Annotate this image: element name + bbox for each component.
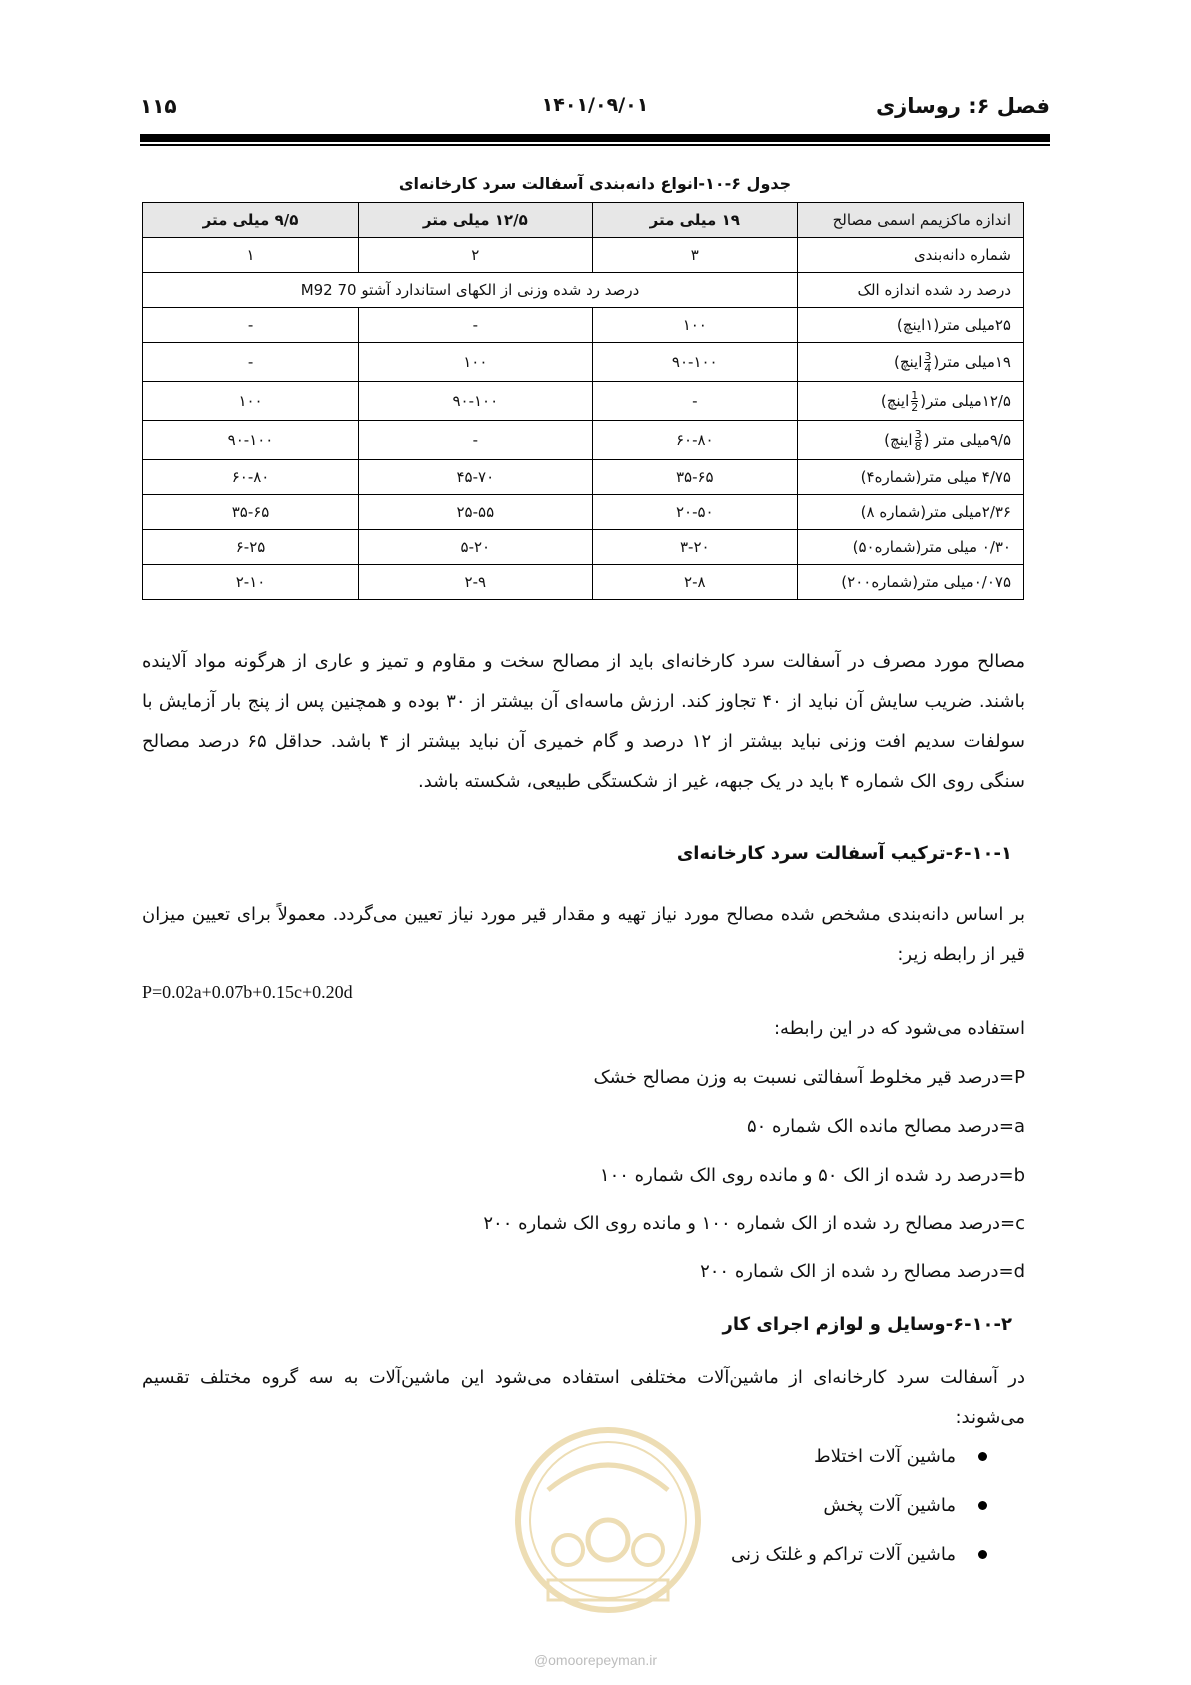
header-cell: ۱۹ میلی متر <box>592 203 797 238</box>
sieve-label: ۰/۰۷۵میلی متر(شماره۲۰۰) <box>798 565 1024 600</box>
table-cell: - <box>143 308 359 343</box>
table-header-row <box>143 203 1024 238</box>
table-cell: ۳-۲۰ <box>592 530 797 565</box>
table-caption: جدول ۶-۱۰-انواع دانه‌بندی آسفالت سرد کارخانه‌ای <box>398 174 792 193</box>
list-item-text: ماشین آلات تراکم و غلتک زنی <box>731 1543 956 1565</box>
table-row <box>143 530 1024 565</box>
list-item-text: ماشین آلات پخش <box>823 1494 956 1516</box>
table-cell: ۶-۲۵ <box>143 530 359 565</box>
table-cell: ۱۰۰ <box>359 343 593 382</box>
header-cell: ۹/۵ میلی متر <box>143 203 359 238</box>
sieve-label: ۲۵میلی متر(۱اینچ) <box>798 308 1024 343</box>
sieve-label <box>798 382 1024 421</box>
table-cell: ۱۰۰ <box>592 308 797 343</box>
page-header <box>140 86 1050 126</box>
fraction-numerator: 1 <box>911 388 919 402</box>
spanning-cell: درصد رد شده وزنی از الکهای استاندارد آشتو 70 M92 <box>143 273 798 308</box>
paragraph-binder: بر اساس دانه‌بندی مشخص شده مصالح مورد نیاز تهیه و مقدار قیر مورد نیاز تعیین می‌گردد. معمولاً برای تعیین میزان قیر از رابطه زیر: <box>142 904 1025 965</box>
sieve-label <box>798 421 1024 460</box>
row-label: شماره دانه‌بندی <box>798 238 1024 273</box>
header-cell: ۱۲/۵ میلی متر <box>359 203 593 238</box>
chapter-title: فصل ۶: روسازی <box>875 94 1050 118</box>
table-cell: ۱۰۰ <box>143 382 359 421</box>
definition-a: a=درصد مصالح مانده الک شماره ۵۰ <box>746 1116 1025 1137</box>
table-cell: ۲-۱۰ <box>143 565 359 600</box>
formula: P=0.02a+0.07b+0.15c+0.20d <box>142 982 353 1002</box>
definition-c: c=درصد مصالح رد شده از الک شماره ۱۰۰ و مانده روی الک شماره ۲۰۰ <box>483 1213 1025 1234</box>
header-rule-thick <box>140 134 1050 142</box>
fraction-denominator: 4 <box>924 361 932 375</box>
table-cell: ۲۰-۵۰ <box>592 495 797 530</box>
table-cell: ۶۰-۸۰ <box>592 421 797 460</box>
table-cell: ۳۵-۶۵ <box>592 460 797 495</box>
bullet-icon <box>978 1452 987 1461</box>
sieve-label: ۰/۳۰ میلی متر(شماره۵۰) <box>798 530 1024 565</box>
section-heading-equipment: ۶-۱۰-۲-وسایل و لوازم اجرای کار <box>722 1314 1012 1335</box>
list-item-text: ماشین آلات اختلاط <box>814 1445 956 1467</box>
table-cell: ۲-۸ <box>592 565 797 600</box>
header-date: ۱۴۰۱/۰۹/۰۱ <box>541 94 649 116</box>
watermark-logo-icon <box>508 1420 708 1650</box>
bullet-icon <box>978 1501 987 1510</box>
bullet-icon <box>978 1550 987 1559</box>
table-cell: ۹۰-۱۰۰ <box>143 421 359 460</box>
table-cell: - <box>359 308 593 343</box>
table-row <box>143 273 1024 308</box>
table-cell: ۹۰-۱۰۰ <box>359 382 593 421</box>
table-cell: ۲-۹ <box>359 565 593 600</box>
fraction <box>924 351 931 374</box>
fraction-numerator: 3 <box>914 427 922 441</box>
table-row <box>143 308 1024 343</box>
sieve-label: ۲/۳۶میلی متر(شماره ۸) <box>798 495 1024 530</box>
table-cell: - <box>592 382 797 421</box>
sieve-label: ۴/۷۵ میلی متر(شماره۴) <box>798 460 1024 495</box>
table-cell: ۳۵-۶۵ <box>143 495 359 530</box>
relation-intro: استفاده می‌شود که در این رابطه: <box>773 1018 1025 1039</box>
table-cell: ۴۵-۷۰ <box>359 460 593 495</box>
table-cell: ۳ <box>592 238 797 273</box>
row-label: درصد رد شده اندازه الک <box>798 273 1024 308</box>
gradation-table <box>142 202 1024 600</box>
table-cell: - <box>143 343 359 382</box>
table-row <box>143 382 1024 421</box>
definition-b: b=درصد رد شده از الک ۵۰ و مانده روی الک شماره ۱۰۰ <box>599 1165 1025 1186</box>
paragraph-equipment: در آسفالت سرد کارخانه‌ای از ماشین‌آلات مختلفی استفاده می‌شود این ماشین‌آلات به سه گروه مختلف تقسیم می‌شوند: <box>142 1367 1025 1428</box>
table-cell: ۶۰-۸۰ <box>143 460 359 495</box>
table-cell: - <box>359 421 593 460</box>
watermark-site-text: @omoorepeyman.ir <box>533 1652 658 1668</box>
fraction-denominator: 2 <box>911 400 919 414</box>
table-row <box>143 495 1024 530</box>
definition-p: P=درصد قیر مخلوط آسفالتی نسبت به وزن مصالح خشک <box>593 1067 1025 1088</box>
table-cell: ۵-۲۰ <box>359 530 593 565</box>
fraction-denominator: 8 <box>914 439 922 453</box>
sieve-label <box>798 343 1024 382</box>
table-row <box>143 238 1024 273</box>
sieve-label-unit: اینچ) <box>880 391 910 410</box>
fraction-numerator: 3 <box>924 349 932 363</box>
sieve-label-text: ۱۹میلی متر( <box>933 352 1011 371</box>
fraction <box>915 429 922 452</box>
sieve-label-text: ۱۲/۵میلی متر( <box>920 391 1011 410</box>
table-cell: ۲ <box>359 238 593 273</box>
table-row <box>143 460 1024 495</box>
definition-d: d=درصد مصالح رد شده از الک شماره ۲۰۰ <box>700 1261 1025 1282</box>
table-cell: ۲۵-۵۵ <box>359 495 593 530</box>
fraction <box>911 390 918 413</box>
section-heading-composition: ۶-۱۰-۱-ترکیب آسفالت سرد کارخانه‌ای <box>676 843 1012 864</box>
paragraph-materials: مصالح مورد مصرف در آسفالت سرد کارخانه‌ای باید از مصالح سخت و مقاوم و تمیز و عاری از هرگونه مواد آلاینده باشند. ضریب سایش آن نباید از ۴۰ تجاوز کند. ارزش ماسه‌ای آن بیشتر از ۳۰ بوده و همچنین پس از پنج بار آزمایش با سولفات سدیم افت وزنی نباید بیشتر از ۱۲ درصد و گام خمیری آن نباید بیشتر از ۴ باشد. حداقل ۶۵ درصد مصالح سنگی روی الک شماره ۴ باید در یک جبهه، غیر از شکستگی طبیعی، شکسته باشد. <box>142 651 1025 792</box>
sieve-label-unit: اینچ) <box>884 430 913 449</box>
table-cell: ۱ <box>143 238 359 273</box>
table-cell: ۹۰-۱۰۰ <box>592 343 797 382</box>
table-row <box>143 565 1024 600</box>
sieve-label-text: ۹/۵میلی متر ( <box>923 430 1011 449</box>
header-cell: اندازه ماکزیمم اسمی مصالح <box>798 203 1024 238</box>
table-row <box>143 421 1024 460</box>
sieve-label-unit: اینچ) <box>893 352 923 371</box>
table-row <box>143 343 1024 382</box>
header-rule-thin <box>140 144 1050 146</box>
page-number: ۱۱۵ <box>140 94 177 118</box>
